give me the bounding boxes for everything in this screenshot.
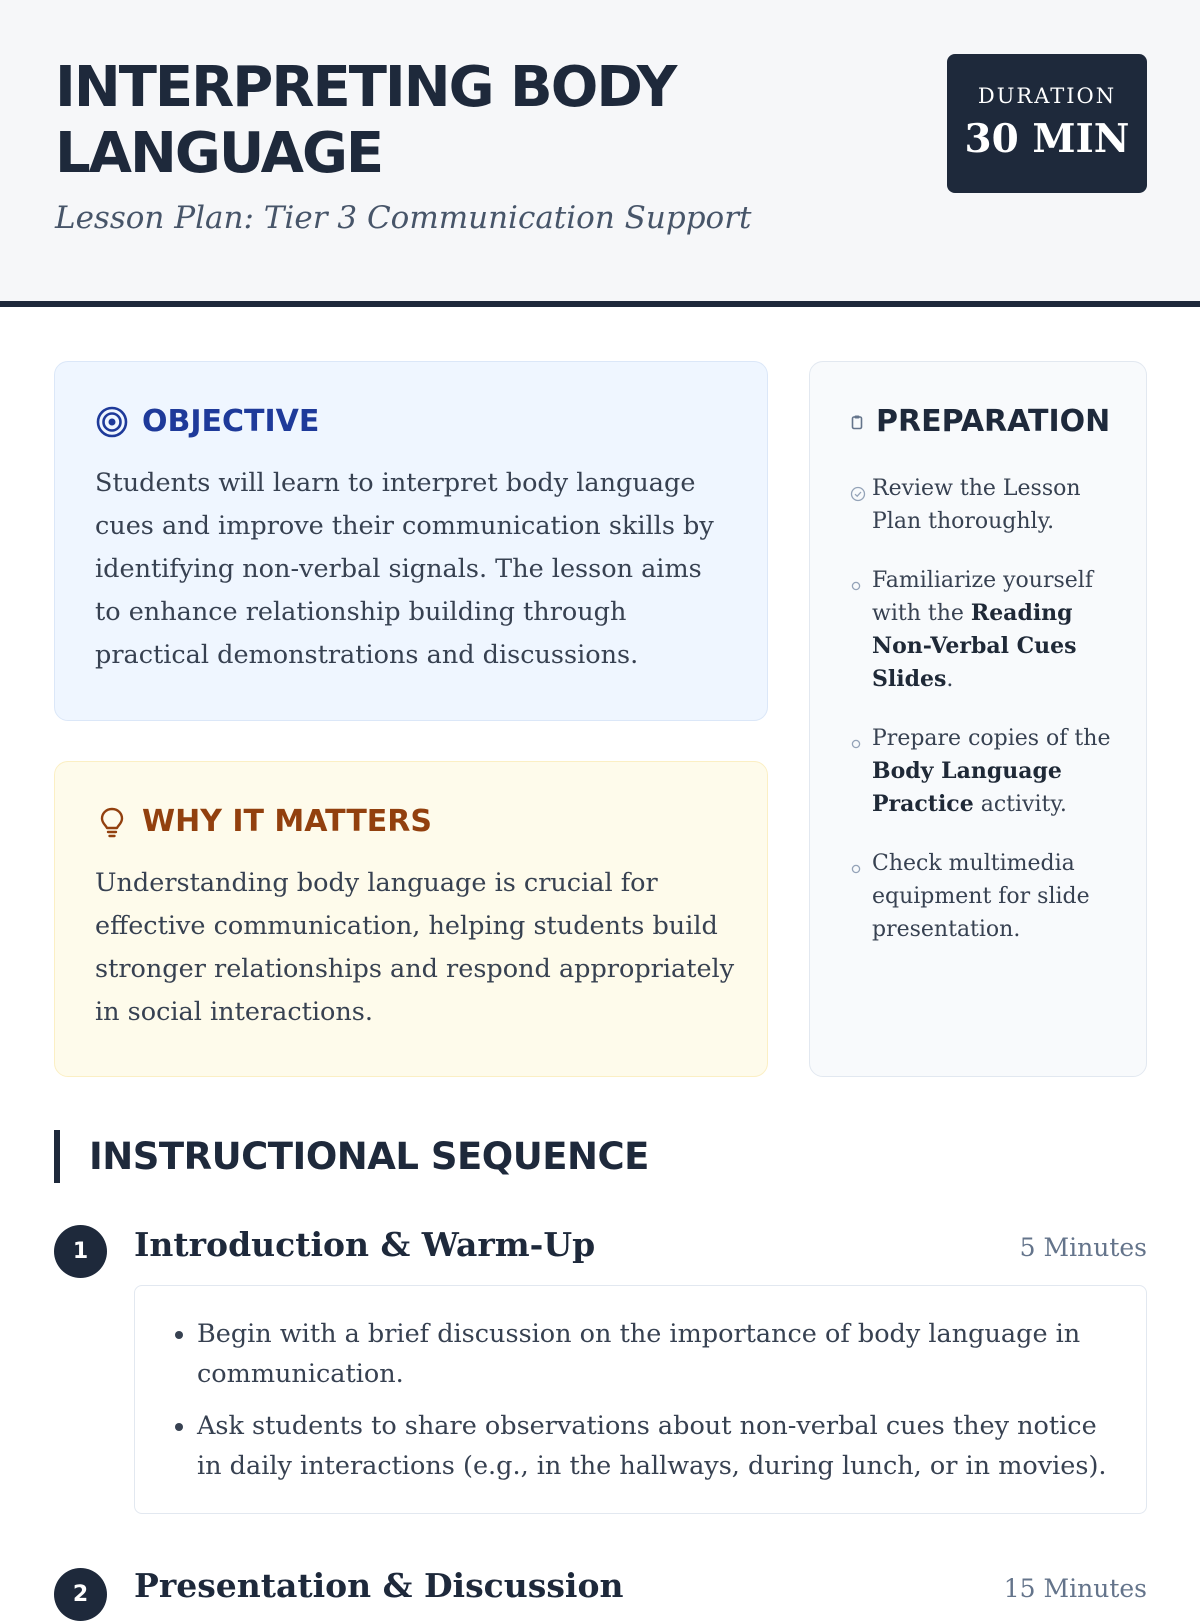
clipboard-icon — [850, 405, 864, 439]
step-content-box — [134, 1285, 1147, 1514]
prep-text-4: Check multimedia equipment for slide presentation. — [872, 851, 1090, 942]
preparation-item-text — [872, 472, 1120, 538]
prep-bold-2: Reading Non-Verbal Cues Slides — [872, 600, 1077, 692]
instructional-sequence-heading: INSTRUCTIONAL SEQUENCE — [54, 1130, 649, 1183]
preparation-item — [850, 847, 1120, 946]
prep-text-1: Review the Lesson Plan thoroughly. — [872, 476, 1081, 534]
step-number-badge: 2 — [54, 1568, 107, 1621]
circle-icon — [850, 722, 872, 821]
step-duration: 15 Minutes — [1003, 1574, 1147, 1603]
prep-text-3: Prepare copies of the — [872, 726, 1111, 751]
objective-card — [54, 361, 768, 721]
duration-value: 30 MIN — [964, 116, 1130, 162]
prep-post-2: . — [946, 667, 954, 692]
check-circle-icon — [850, 472, 872, 538]
preparation-heading-row — [850, 404, 1110, 439]
prep-text-2: Familiarize yourself with the — [872, 568, 1093, 626]
prep-bold-3: Body Language Practice — [872, 758, 1062, 817]
step-title: Introduction & Warm-Up — [134, 1225, 596, 1264]
objective-heading-row — [95, 404, 319, 439]
preparation-item — [850, 472, 1120, 538]
prep-post-3: activity. — [973, 792, 1067, 817]
preparation-item-text — [872, 722, 1120, 821]
preparation-heading: PREPARATION — [876, 404, 1111, 439]
circle-icon — [850, 847, 872, 946]
lightbulb-icon — [95, 805, 129, 839]
step-title: Presentation & Discussion — [134, 1566, 624, 1605]
preparation-card — [809, 361, 1147, 1077]
preparation-item-text — [872, 847, 1120, 946]
step-number-badge: 1 — [54, 1225, 107, 1278]
step-duration: 5 Minutes — [1019, 1233, 1147, 1262]
preparation-item — [850, 722, 1120, 821]
why-it-matters-card — [54, 761, 768, 1077]
step-bullet: • Begin with a brief discussion on the importance of body language in communication. — [197, 1314, 1116, 1394]
step-bullet: • Ask students to share observations about non-verbal cues they notice in daily interactions (e.g., in the hallways, during lunch, or in movies). — [197, 1406, 1116, 1486]
why-heading: WHY IT MATTERS — [142, 804, 432, 839]
why-heading-row — [95, 804, 432, 839]
preparation-list — [850, 472, 1120, 972]
why-text: Understanding body language is crucial for effective communication, helping students build stronger relationships and respond appropriately in social interactions. — [95, 868, 735, 1027]
objective-text: Students will learn to interpret body language cues and improve their communication skills by identifying non-verbal signals. The lesson aims to enhance relationship building through practical demonstrations and discussions. — [95, 468, 714, 670]
preparation-item-text — [872, 564, 1120, 696]
page-header — [0, 0, 1200, 307]
page-title: INTERPRETING BODY LANGUAGE — [55, 55, 676, 186]
preparation-item — [850, 564, 1120, 696]
duration-badge — [947, 54, 1147, 193]
duration-label: DURATION — [977, 84, 1117, 108]
step-bullet-list — [135, 1286, 1146, 1486]
circle-icon — [850, 564, 872, 696]
target-icon — [95, 405, 129, 439]
page-subtitle: Lesson Plan: Tier 3 Communication Support — [55, 200, 752, 236]
objective-heading: OBJECTIVE — [142, 404, 320, 439]
